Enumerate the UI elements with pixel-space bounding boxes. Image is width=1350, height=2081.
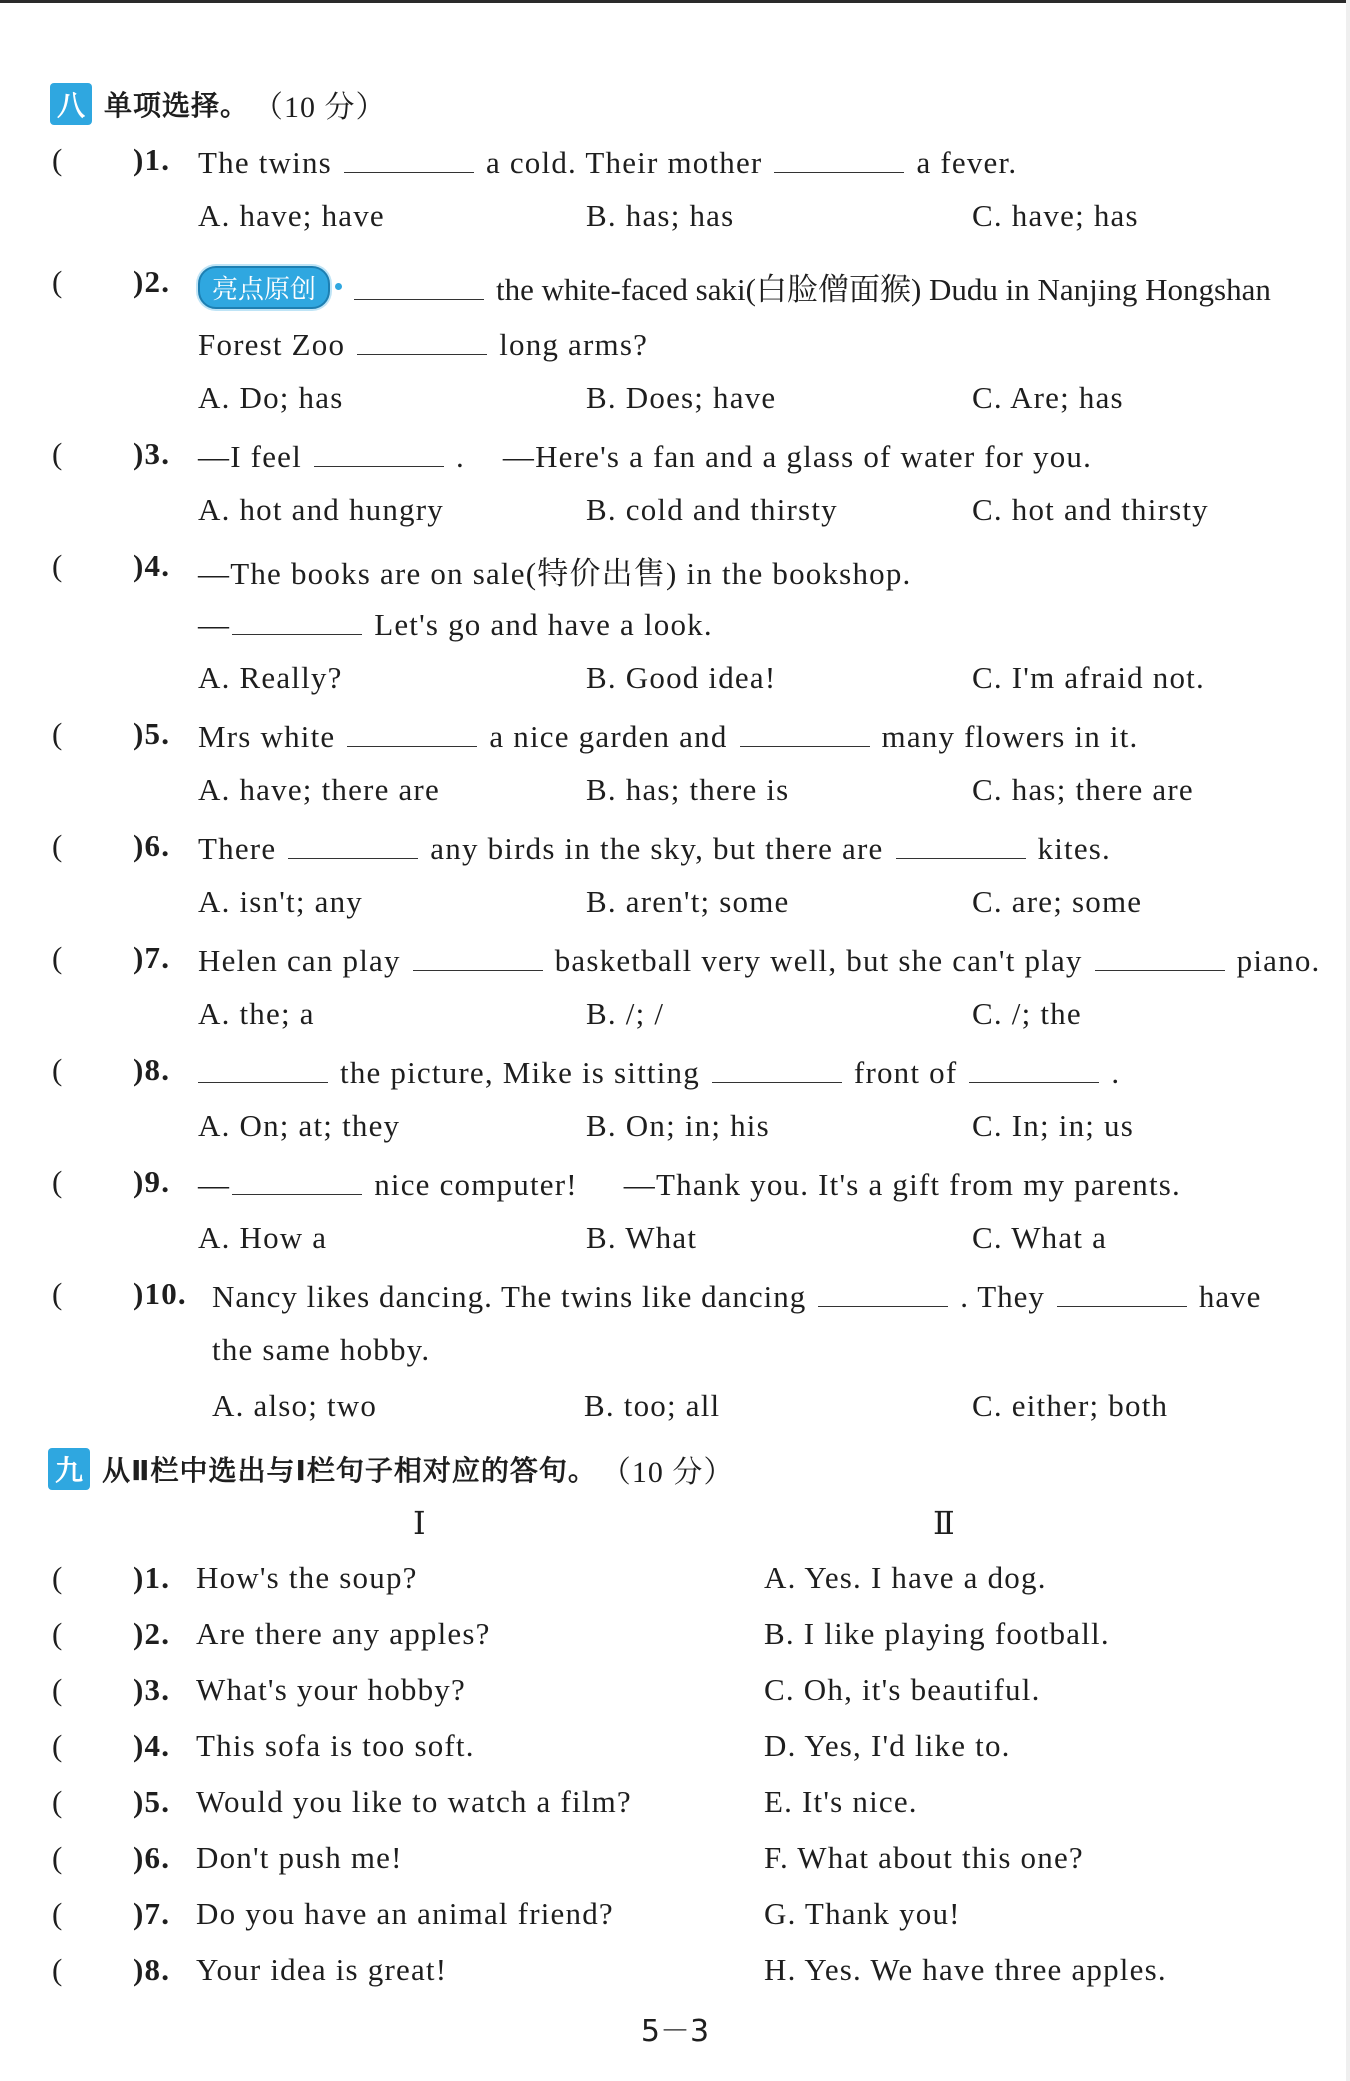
match-row	[0, 1728, 1350, 1774]
option-b[interactable]: B. cold and thirsty	[586, 492, 838, 527]
text-part: —Here's a fan and a glass of water for you.	[502, 439, 1093, 474]
question-2-cont	[0, 324, 1350, 370]
match-row	[0, 1840, 1350, 1886]
question-10-options	[0, 1388, 1350, 1434]
match-answer: C. Oh, it's beautiful.	[764, 1672, 1041, 1707]
option-b[interactable]: B. On; in; his	[586, 1108, 770, 1143]
blank[interactable]	[1057, 1276, 1187, 1307]
match-question: How's the soup?	[196, 1560, 418, 1595]
question-number: )1.	[133, 1560, 171, 1595]
question-4	[0, 548, 1350, 594]
question-number: )5.	[133, 1784, 171, 1819]
blank[interactable]	[818, 1276, 948, 1307]
option-a[interactable]: A. On; at; they	[198, 1108, 401, 1143]
option-c[interactable]: C. either; both	[972, 1388, 1169, 1423]
text-part: Helen can play	[198, 943, 401, 978]
option-a[interactable]: A. also; two	[212, 1388, 378, 1423]
question-2	[0, 264, 1350, 310]
question-4-cont	[0, 604, 1350, 650]
blank[interactable]	[344, 142, 474, 173]
question-5	[0, 716, 1350, 762]
text-part: basketball very well, but she can't play	[554, 943, 1083, 978]
section8-header	[50, 82, 387, 126]
answer-paren[interactable]: (	[52, 940, 64, 975]
text-part: .	[455, 439, 465, 474]
option-a[interactable]: A. the; a	[198, 996, 315, 1031]
option-c[interactable]: C. In; in; us	[972, 1108, 1135, 1143]
answer-paren[interactable]: (	[52, 1952, 64, 1987]
question-1	[0, 142, 1350, 188]
question-text	[198, 436, 1092, 475]
question-text	[198, 142, 1017, 181]
question-number: )7.	[133, 940, 171, 975]
question-text	[198, 1052, 1120, 1091]
option-b[interactable]: B. What	[586, 1220, 698, 1255]
question-10-cont	[0, 1332, 1350, 1378]
text-part: —I feel	[198, 439, 302, 474]
text-part: There	[198, 831, 277, 866]
blank[interactable]	[232, 604, 362, 635]
question-5-options	[0, 772, 1350, 818]
text-part: front of	[853, 1055, 958, 1090]
answer-paren[interactable]: (	[52, 1560, 64, 1595]
column-1-heading: Ⅰ	[413, 1505, 426, 1541]
option-a[interactable]: A. Do; has	[198, 380, 344, 415]
answer-paren[interactable]: (	[52, 828, 64, 863]
question-4-options	[0, 660, 1350, 706]
question-number: )9.	[133, 1164, 171, 1199]
option-c[interactable]: C. Are; has	[972, 380, 1124, 415]
section8-title: 单项选择。	[104, 89, 250, 122]
question-number: )8.	[133, 1052, 171, 1087]
question-number: )4.	[133, 548, 171, 583]
answer-paren[interactable]: (	[52, 1164, 64, 1199]
text-part: many flowers in it.	[881, 719, 1139, 754]
text-part: . They	[960, 1279, 1045, 1314]
question-text	[198, 264, 1271, 309]
answer-paren[interactable]: (	[52, 1052, 64, 1087]
blank[interactable]	[314, 436, 444, 467]
option-a[interactable]: A. Really?	[198, 660, 343, 695]
text-part: the picture, Mike is sitting	[340, 1055, 700, 1090]
question-3-options	[0, 492, 1350, 538]
text-part: a cold. Their mother	[485, 145, 763, 180]
question-7-options	[0, 996, 1350, 1042]
question-8	[0, 1052, 1350, 1098]
match-answer: A. Yes. I have a dog.	[764, 1560, 1047, 1595]
blank[interactable]	[354, 269, 484, 300]
text-part: piano.	[1236, 943, 1321, 978]
match-answer: H. Yes. We have three apples.	[764, 1952, 1167, 1987]
text-part: —	[198, 607, 231, 642]
option-a[interactable]: A. have; have	[198, 198, 385, 233]
match-question: This sofa is too soft.	[196, 1728, 475, 1763]
text-part: Mrs white	[198, 719, 336, 754]
top-rule	[0, 0, 1350, 3]
question-number: )6.	[133, 1840, 171, 1875]
text-part: the white-faced saki(白脸僧面猴) Dudu in Nanjing Hongshan	[496, 272, 1271, 307]
blank[interactable]	[232, 1164, 362, 1195]
section9-badge: 九	[48, 1448, 90, 1490]
question-number: )3.	[133, 436, 171, 471]
question-number: )10.	[133, 1276, 187, 1311]
text-part: The twins	[198, 145, 332, 180]
question-number: )8.	[133, 1952, 171, 1987]
column-2-heading: Ⅱ	[933, 1505, 955, 1541]
blank[interactable]	[288, 828, 418, 859]
question-2-options	[0, 380, 1350, 426]
text-part: a nice garden and	[489, 719, 728, 754]
match-row	[0, 1896, 1350, 1942]
option-c[interactable]: C. /; the	[972, 996, 1082, 1031]
match-answer: F. What about this one?	[764, 1840, 1084, 1875]
question-9-options	[0, 1220, 1350, 1266]
answer-paren[interactable]: (	[52, 1896, 64, 1931]
blank[interactable]	[198, 1052, 328, 1083]
answer-paren[interactable]: (	[52, 1616, 64, 1651]
page-number: 5－3	[640, 2014, 710, 2049]
question-10	[0, 1276, 1350, 1322]
question-text	[198, 716, 1139, 755]
option-a[interactable]: A. hot and hungry	[198, 492, 444, 527]
text-part: nice computer!	[374, 1167, 578, 1202]
option-b[interactable]: B. too; all	[584, 1388, 721, 1423]
match-question: Are there any apples?	[196, 1616, 491, 1651]
question-text: —The books are on sale(特价出售) in the bookshop.	[198, 556, 912, 591]
section8-score: （10 分）	[253, 91, 387, 124]
option-c[interactable]: C. have; has	[972, 198, 1139, 233]
section9-score: （10 分）	[600, 1456, 735, 1489]
section9-header	[48, 1447, 734, 1491]
answer-paren[interactable]: (	[52, 1784, 64, 1819]
answer-paren[interactable]: (	[52, 1728, 64, 1763]
match-answer: B. I like playing football.	[764, 1616, 1110, 1651]
highlight-tag: 亮点原创	[198, 266, 330, 309]
match-row	[0, 1952, 1350, 1998]
option-a[interactable]: A. have; there are	[198, 772, 440, 807]
blank[interactable]	[357, 324, 487, 355]
option-b[interactable]: B. has; there is	[586, 772, 790, 807]
match-question: Your idea is great!	[196, 1952, 448, 1987]
option-a[interactable]: A. isn't; any	[198, 884, 363, 919]
text-part: kites.	[1037, 831, 1111, 866]
question-6-options	[0, 884, 1350, 930]
match-question: What's your hobby?	[196, 1672, 466, 1707]
match-row	[0, 1560, 1350, 1606]
match-question: Don't push me!	[196, 1840, 403, 1875]
blank[interactable]	[413, 940, 543, 971]
text-part: Let's go and have a look.	[374, 607, 713, 642]
question-number: )2.	[133, 1616, 171, 1651]
match-answer: G. Thank you!	[764, 1896, 961, 1931]
question-number: )6.	[133, 828, 171, 863]
question-number: )3.	[133, 1672, 171, 1707]
answer-paren[interactable]: (	[52, 264, 64, 299]
answer-paren[interactable]: (	[52, 142, 64, 177]
question-text	[198, 324, 648, 363]
blank[interactable]	[712, 1052, 842, 1083]
option-a[interactable]: A. How a	[198, 1220, 328, 1255]
blank[interactable]	[347, 716, 477, 747]
text-part: Nancy likes dancing. The twins like dancing	[212, 1279, 807, 1314]
question-number: )4.	[133, 1728, 171, 1763]
question-text: the same hobby.	[212, 1332, 431, 1367]
question-7	[0, 940, 1350, 986]
answer-paren[interactable]: (	[52, 436, 64, 471]
question-text	[198, 1164, 1181, 1203]
option-b[interactable]: B. Does; have	[586, 380, 777, 415]
question-text	[198, 940, 1320, 979]
match-answer: D. Yes, I'd like to.	[764, 1728, 1011, 1763]
match-question: Would you like to watch a film?	[196, 1784, 632, 1819]
option-b[interactable]: B. Good idea!	[586, 660, 777, 695]
option-c[interactable]: C. What a	[972, 1220, 1108, 1255]
match-answer: E. It's nice.	[764, 1784, 918, 1819]
blank[interactable]	[896, 828, 1026, 859]
text-part: any birds in the sky, but there are	[430, 831, 884, 866]
match-row	[0, 1672, 1350, 1718]
answer-paren[interactable]: (	[52, 1672, 64, 1707]
option-c[interactable]: C. has; there are	[972, 772, 1194, 807]
option-b[interactable]: B. /; /	[586, 996, 665, 1031]
option-c[interactable]: C. I'm afraid not.	[972, 660, 1205, 695]
question-text	[198, 604, 713, 643]
answer-paren[interactable]: (	[52, 1276, 64, 1311]
question-1-options	[0, 198, 1350, 244]
match-row	[0, 1616, 1350, 1662]
question-number: )7.	[133, 1896, 171, 1931]
text-part: .	[1111, 1055, 1121, 1090]
answer-paren[interactable]: (	[52, 716, 64, 751]
option-b[interactable]: B. has; has	[586, 198, 735, 233]
option-c[interactable]: C. are; some	[972, 884, 1143, 919]
blank[interactable]	[1095, 940, 1225, 971]
text-part: —	[198, 1167, 231, 1202]
question-9	[0, 1164, 1350, 1210]
blank[interactable]	[969, 1052, 1099, 1083]
question-8-options	[0, 1108, 1350, 1154]
question-number: )1.	[133, 142, 171, 177]
answer-paren[interactable]: (	[52, 1840, 64, 1875]
question-number: )5.	[133, 716, 171, 751]
question-text	[212, 1276, 1261, 1315]
question-number: )2.	[133, 264, 171, 299]
text-part: —Thank you. It's a gift from my parents.	[623, 1167, 1182, 1202]
text-part: long arms?	[499, 327, 649, 362]
question-3	[0, 436, 1350, 482]
section9-title: 从Ⅱ栏中选出与Ⅰ栏句子相对应的答句。	[102, 1454, 597, 1487]
match-question: Do you have an animal friend?	[196, 1896, 614, 1931]
question-text	[198, 828, 1111, 867]
text-part: a fever.	[916, 145, 1018, 180]
option-c[interactable]: C. hot and thirsty	[972, 492, 1209, 527]
highlight-dot	[335, 283, 342, 290]
option-b[interactable]: B. aren't; some	[586, 884, 790, 919]
blank[interactable]	[740, 716, 870, 747]
text-part: have	[1198, 1279, 1262, 1314]
text-part: Forest Zoo	[198, 327, 346, 362]
match-row	[0, 1784, 1350, 1830]
answer-paren[interactable]: (	[52, 548, 64, 583]
question-6	[0, 828, 1350, 874]
section8-badge: 八	[50, 83, 92, 125]
blank[interactable]	[774, 142, 904, 173]
